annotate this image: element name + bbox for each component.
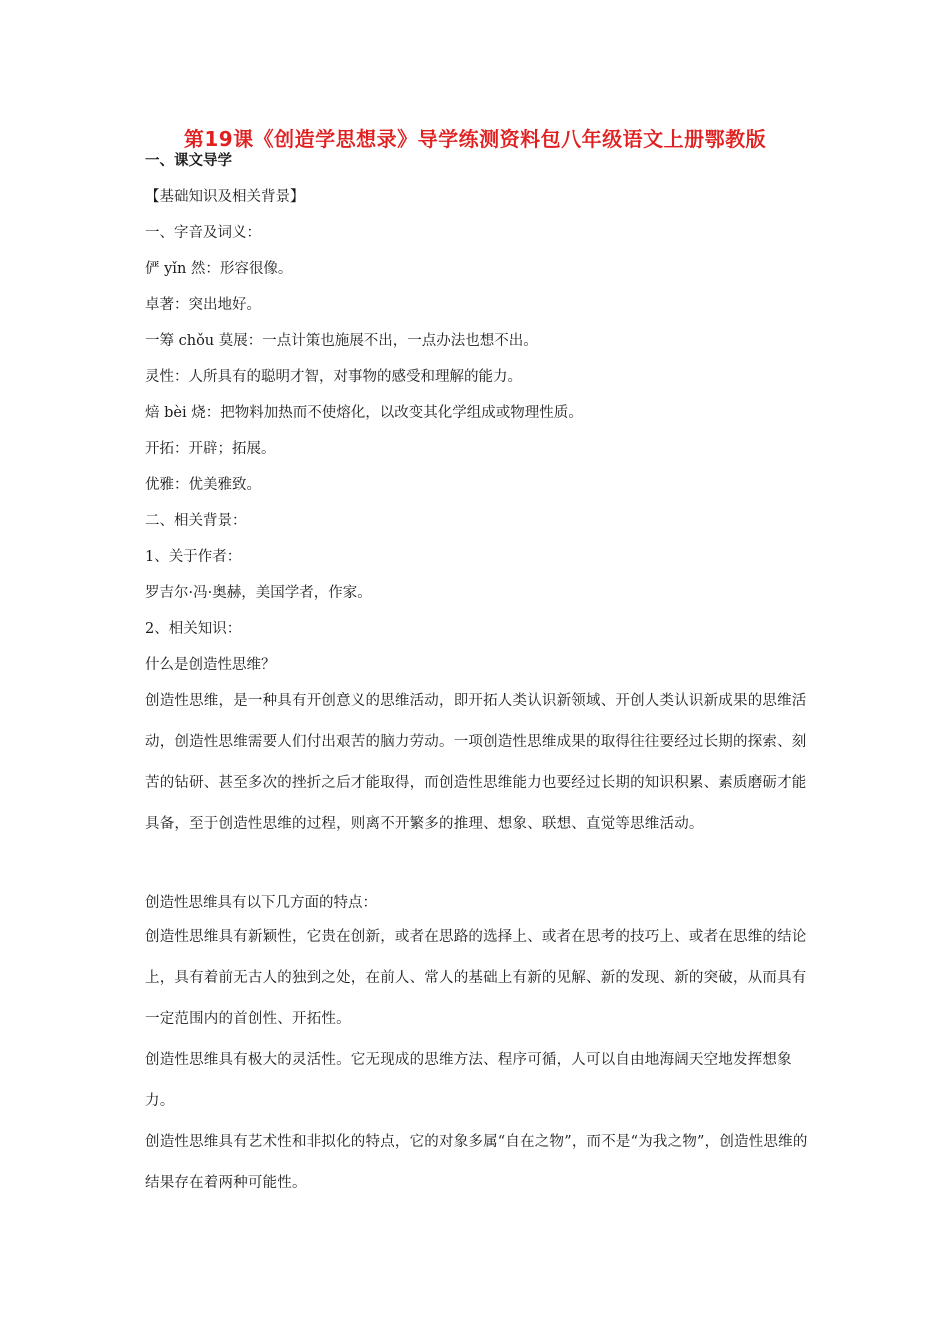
related-knowledge-heading: 2、相关知识：	[145, 621, 242, 637]
about-author-heading: 1、关于作者：	[145, 549, 242, 565]
vocab-item: 灵性：人所具有的聪明才智，对事物的感受和理解的能力。	[145, 369, 522, 385]
vocab-item: 优雅：优美雅致。	[145, 477, 261, 493]
features-intro: 创造性思维具有以下几方面的特点：	[145, 895, 377, 911]
paragraph-artistic: 创造性思维具有艺术性和非拟化的特点，它的对象多属“自在之物”，而不是“为我之物”，创造性思维的结果存在着两种可能性。	[145, 1134, 808, 1191]
document-title: 第19课《创造学思想录》导学练测资料包八年级语文上册鄂教版	[183, 127, 767, 151]
section-heading-guide: 一、课文导学	[145, 153, 232, 169]
paragraph-definition: 创造性思维，是一种具有开创意义的思维活动，即开拓人类认识新领域、开创人类认识新成果的思维活动，创造性思维需要人们付出艰苦的脑力劳动。一项创造性思维成果的取得往往要经过长期的探索、刻苦的钻研、甚至多次的挫折之后才能取得，而创造性思维能力也要经过长期的知识积累、素质磨砺才能具备，至于创造性思维的过程，则离不开繁多的推理、想象、联想、直觉等思维活动。	[145, 693, 807, 832]
part-heading-background: 二、相关背景：	[145, 513, 247, 529]
vocab-item: 卓著：突出地好。	[145, 297, 261, 313]
part-heading-pronunciation: 一、字音及词义：	[145, 225, 261, 241]
paragraph-novelty: 创造性思维具有新颖性，它贵在创新，或者在思路的选择上、或者在思考的技巧上、或者在思维的结论上，具有着前无古人的独到之处，在前人、常人的基础上有新的见解、新的发现、新的突破，从而具有一定范围内的首创性、开拓性。	[145, 929, 807, 1027]
question-text: 什么是创造性思维？	[145, 657, 276, 673]
about-author-text: 罗吉尔·冯·奥赫，美国学者，作家。	[145, 585, 372, 601]
vocab-item: 焙 bèi 烧：把物料加热而不使熔化，以改变其化学组成或物理性质。	[145, 405, 583, 421]
vocab-item: 俨 yǐn 然：形容很像。	[145, 261, 293, 277]
paragraph-flexibility: 创造性思维具有极大的灵活性。它无现成的思维方法、程序可循，人可以自由地海阔天空地发挥想象力。	[145, 1052, 792, 1109]
vocab-item: 开拓：开辟；拓展。	[145, 441, 276, 457]
subsection-heading-basics: 【基础知识及相关背景】	[145, 189, 305, 205]
vocab-item: 一筹 chǒu 莫展：一点计策也施展不出，一点办法也想不出。	[145, 333, 538, 349]
